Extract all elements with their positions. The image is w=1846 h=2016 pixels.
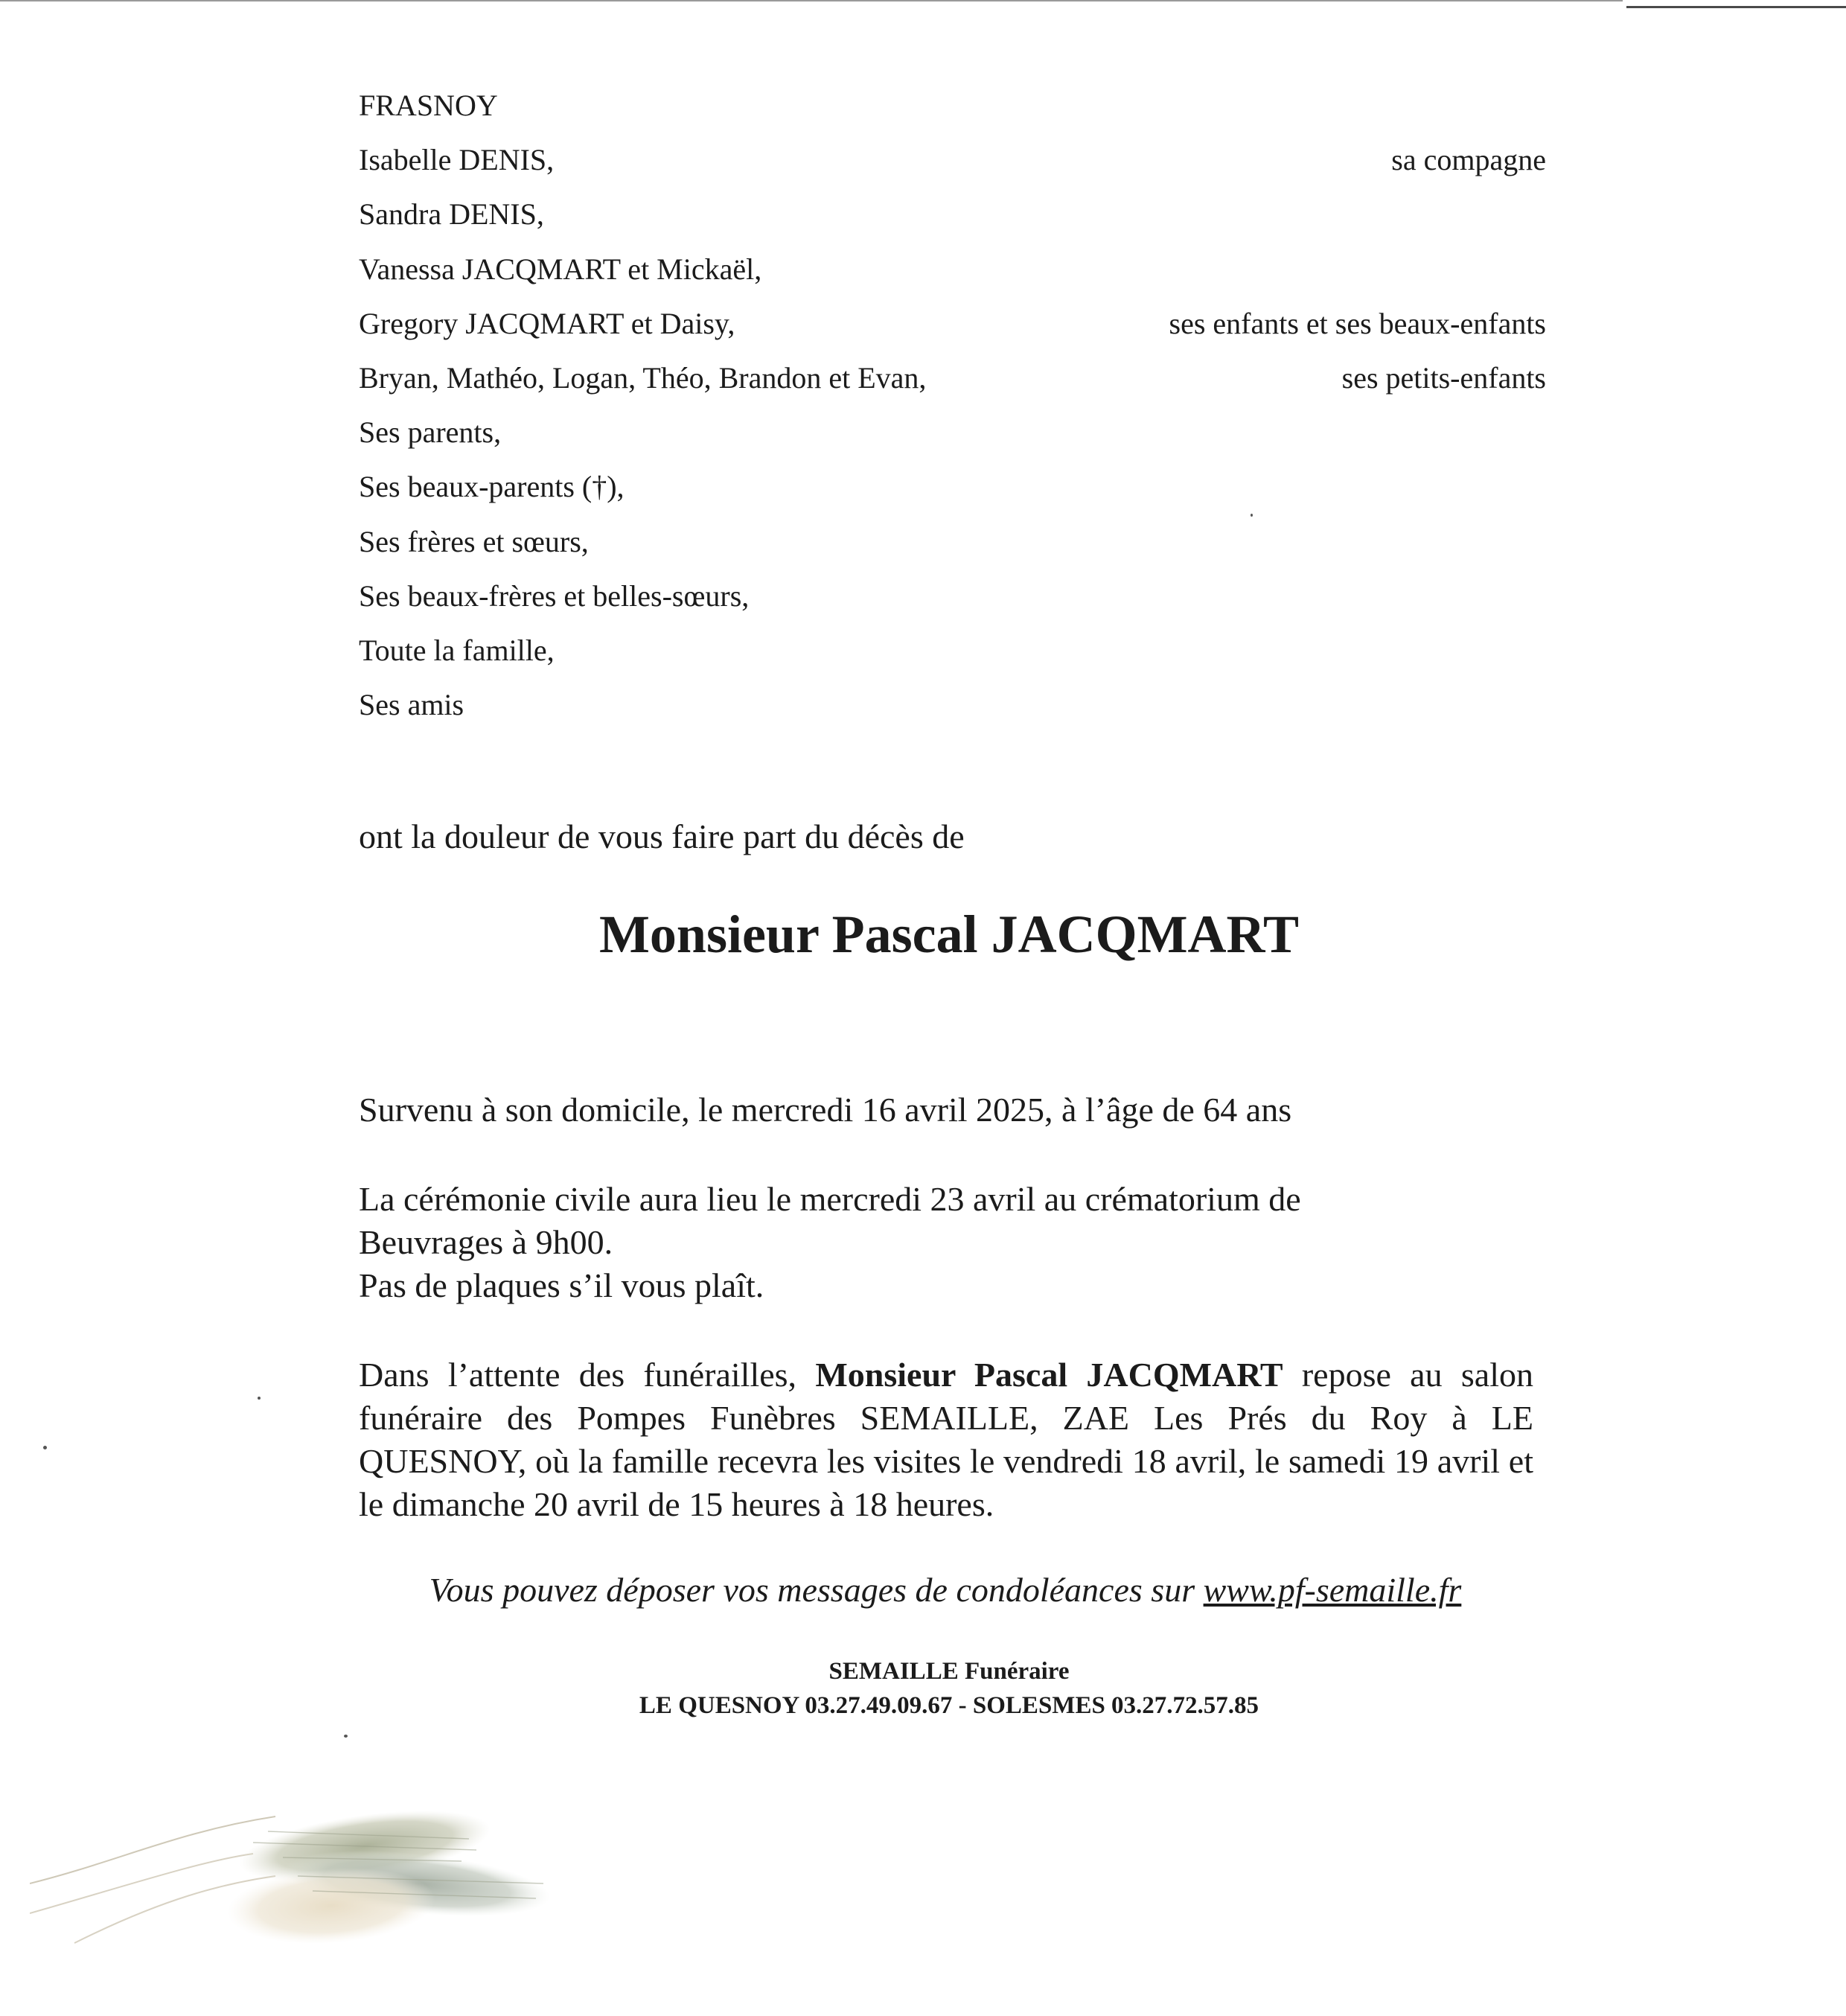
deceased-name-heading: Monsieur Pascal JACQMART [598,905,1300,964]
funeral-home-footer [0,1654,1846,1723]
family-line [359,521,1546,575]
paper-speck [43,1446,47,1449]
family-relation: sa compagne [1391,143,1546,177]
family-member-name: Ses amis [359,688,464,722]
condolences-text: Vous pouvez déposer vos messages de condoléances sur [429,1571,1204,1609]
family-member-name: Isabelle DENIS, [359,143,555,177]
ceremony-line-2: Beuvrages à 9h00. [359,1223,613,1261]
top-border-line [0,0,1623,1]
family-member-name: Ses beaux-frères et belles-sœurs, [359,578,750,613]
family-line [359,412,1546,466]
family-relation: ses enfants et ses beaux-enfants [1169,306,1546,340]
family-list [359,85,1546,739]
ceremony-paragraph [359,1178,1533,1307]
visitation-text-end: repose au salon funéraire des Pompes Funèbres SEMAILLE, ZAE Les Prés du Roy à LE QUESNOY, où la famille recevra les visites le vendredi 18 avril, le samedi 19 avril et le dimanche 20 avril de 15 heures à 18 heures. [359,1356,1533,1523]
family-member-name: Ses parents, [359,415,502,450]
family-member-name: Sandra DENIS, [359,197,544,232]
ceremony-line-1: La cérémonie civile aura lieu le mercredi 23 avril au crématorium de [359,1180,1301,1218]
visitation-text-start: Dans l’attente des funérailles, [359,1356,816,1394]
family-member-name: Ses frères et sœurs, [359,524,589,558]
funeral-home-contacts: LE QUESNOY 03.27.49.09.67 - SOLESMES 03.27.72.57.85 [639,1692,1259,1719]
dried-grass-illustration [30,1772,700,2016]
funeral-home-name: SEMAILLE Funéraire [828,1658,1070,1685]
family-member-name: Bryan, Mathéo, Logan, Théo, Brandon et Evan, [359,360,927,395]
family-line [359,630,1546,684]
family-line [359,357,1546,412]
family-member-name: Ses beaux-parents (†), [359,470,625,504]
family-line [359,139,1546,194]
paper-speck [344,1735,348,1738]
family-member-name: FRASNOY [359,89,498,122]
announcement-text: ont la douleur de vous faire part du décès de [359,817,965,855]
paper-speck [1251,514,1253,517]
family-member-name: Vanessa JACQMART et Mickaël, [359,252,762,286]
family-line [359,466,1546,520]
visitation-deceased-name: Monsieur Pascal JACQMART [815,1356,1283,1394]
paper-speck [258,1397,261,1400]
death-notice-text: Survenu à son domicile, le mercredi 16 avril 2025, à l’âge de 64 ans [359,1091,1292,1129]
death-notice-paragraph [359,1088,1533,1132]
ceremony-line-3: Pas de plaques s’il vous plaît. [359,1266,764,1304]
family-member-name: Gregory JACQMART et Daisy, [359,306,735,340]
visitation-paragraph [359,1353,1533,1526]
family-line [359,575,1546,630]
family-line [359,303,1546,357]
family-member-name: Toute la famille, [359,633,555,667]
family-line [359,249,1546,303]
top-right-border-line [1626,6,1846,8]
family-line [359,194,1546,248]
family-relation: ses petits-enfants [1341,360,1546,395]
family-line [359,684,1546,739]
condolences-website-link[interactable]: www.pf-semaille.fr [1203,1571,1462,1609]
condolences-line [0,1568,1846,1613]
family-line [359,85,1546,139]
